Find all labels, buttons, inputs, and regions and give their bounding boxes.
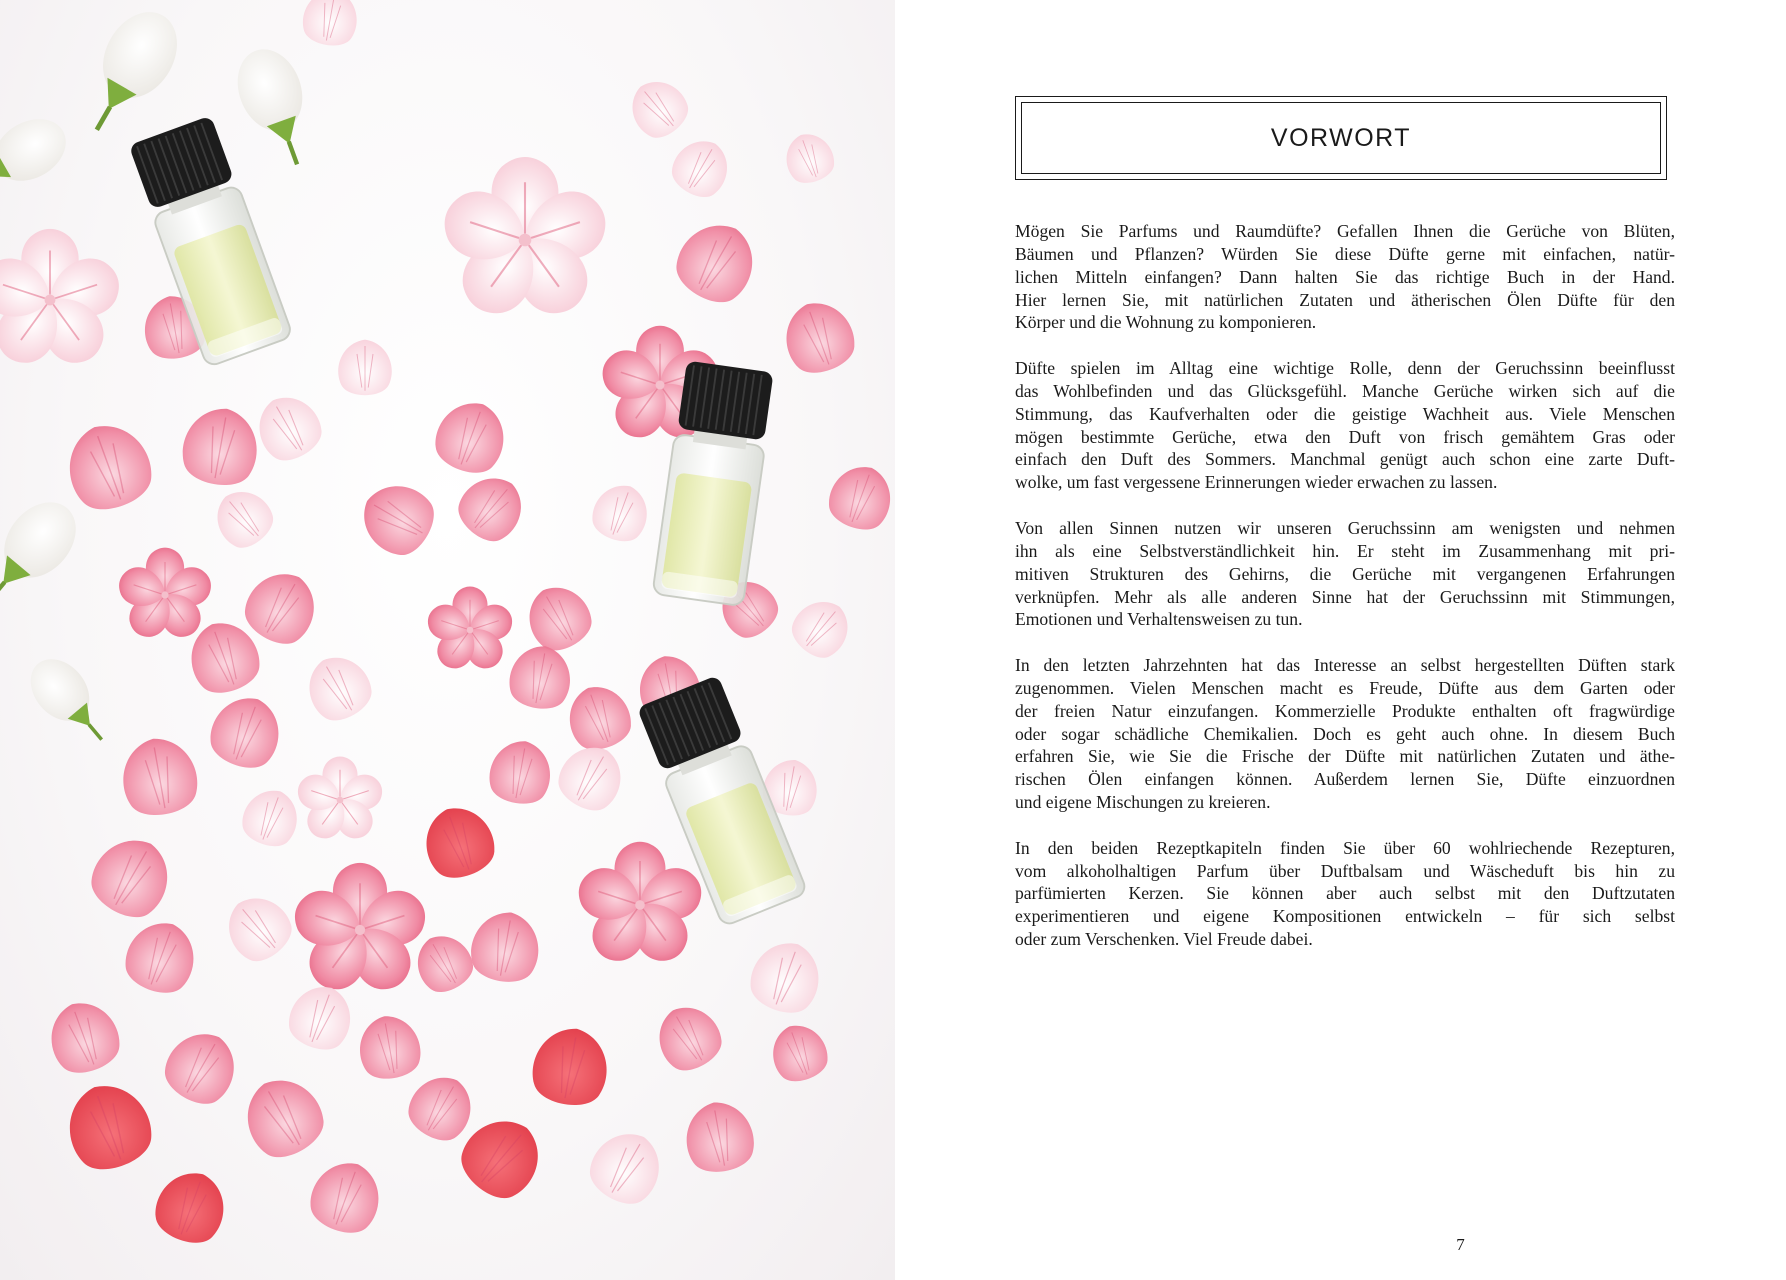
pink-blossom xyxy=(288,863,432,1000)
paragraph xyxy=(1015,220,1675,334)
text-line: Bäumen und Pflanzen? Würden Sie diese Düfte gerne mit einfachen, natür- xyxy=(1015,243,1675,264)
pale-blossom xyxy=(293,757,386,846)
petal xyxy=(303,1153,390,1241)
petal xyxy=(282,978,360,1057)
white-bud xyxy=(227,40,326,175)
petal xyxy=(647,995,730,1079)
white-bud xyxy=(19,648,121,756)
petal xyxy=(528,1022,614,1110)
paragraph xyxy=(1015,357,1675,494)
text-line: und eigene Mischungen zu kreieren. xyxy=(1015,792,1271,813)
petal xyxy=(41,993,128,1081)
petal xyxy=(297,645,380,729)
text-line: das Wohlbefinden und das Glücksgefühl. Manche Gerüche wirken sich auf die xyxy=(1015,380,1675,401)
petal xyxy=(155,1020,248,1114)
white-bud xyxy=(0,107,77,210)
petal xyxy=(205,479,282,556)
petal xyxy=(680,1097,758,1177)
text-line: In den beiden Rezeptkapiteln finden Sie über 60 wohlriechende Rezepturen, xyxy=(1015,837,1675,858)
bottle-cap xyxy=(678,361,774,441)
pink-blossom xyxy=(114,548,216,645)
petal xyxy=(517,575,600,659)
text-line: ihn als eine Selbstverständlichkeit hin. Er steht im Zusammenhang mit pri- xyxy=(1015,540,1675,561)
text-line: Düfte spielen im Alltag eine wichtige Rolle, denn der Geruchssinn beeinflusst xyxy=(1015,358,1675,379)
paragraph xyxy=(1015,837,1675,951)
petal xyxy=(354,1011,424,1083)
petal xyxy=(407,925,481,1000)
petal xyxy=(550,735,633,819)
text-line: Mögen Sie Parfums und Raumdüfte? Gefallen Ihnen die Gerüche von Blüten, xyxy=(1015,221,1675,241)
petal xyxy=(236,782,305,853)
petal xyxy=(57,413,161,519)
text-line: Hier lernen Sie, mit natürlichen Zutaten und ätherischen Ölen Düfte für den xyxy=(1015,289,1675,310)
text-line: oder sogar schädliche Chemikalien. Doch es geht auch ohne. In diesem Buch xyxy=(1015,723,1675,744)
petal xyxy=(118,913,205,1001)
page-title: VORWORT xyxy=(1270,123,1412,152)
petal xyxy=(81,825,183,928)
petal xyxy=(428,393,515,481)
petal xyxy=(467,907,545,987)
petal xyxy=(148,1163,235,1251)
petal xyxy=(116,732,202,820)
pink-blossom xyxy=(423,587,516,676)
paragraph xyxy=(1015,517,1675,631)
white-bud xyxy=(0,488,90,620)
petal xyxy=(586,477,655,548)
petal xyxy=(743,933,830,1021)
text-line: einfach den Duft des Sommers. Manchmal genügt auch schon eine zarte Duft- xyxy=(1015,449,1675,470)
text-line: Emotionen und Verhaltensweisen zu tun. xyxy=(1015,609,1303,630)
petal xyxy=(400,1065,483,1149)
page-number: 7 xyxy=(1456,1235,1465,1254)
paragraph xyxy=(1015,654,1675,814)
petal xyxy=(580,1120,673,1214)
text-line: verknüpfen. Mehr als alle anderen Sinne hat der Geruchssinn mit Stimmungen, xyxy=(1015,586,1675,607)
pale-blossom xyxy=(436,157,614,327)
petal xyxy=(215,884,301,971)
white-bud xyxy=(68,0,192,147)
petal xyxy=(764,1017,833,1088)
text-line: mitiven Strukturen des Gehirns, die Gerüche mit vergangenen Erfahrungen xyxy=(1015,563,1675,584)
petal xyxy=(247,385,330,469)
petal xyxy=(350,472,444,565)
pale-blossom xyxy=(0,229,126,374)
petal xyxy=(666,210,768,313)
petal xyxy=(822,458,895,537)
text-line: lichen Mitteln einfangen? Dann halten Sie das richtige Buch in der Hand. xyxy=(1015,266,1675,287)
petal xyxy=(664,130,738,205)
body-text xyxy=(1015,220,1675,974)
text-line: parfümierten Kerzen. Sie können aber auch selbst mit den Duftzutaten xyxy=(1015,883,1675,904)
petal xyxy=(232,1065,334,1168)
petal xyxy=(560,678,638,757)
petal xyxy=(178,402,264,490)
petal xyxy=(779,127,840,189)
petal xyxy=(776,293,863,381)
text-line: wolke, um fast vergessene Erinnerungen wieder erwachen zu lassen. xyxy=(1015,472,1498,493)
pink-blossom xyxy=(572,842,708,971)
petal xyxy=(783,589,860,666)
text-line: Körper und die Wohnung zu komponieren. xyxy=(1015,312,1317,333)
text-line: experimentieren und eigene Kompositionen entwickeln – für sich selbst xyxy=(1015,906,1675,927)
petal xyxy=(203,688,290,776)
text-line: vom alkoholhaltigen Parfum über Duftbalsam und Wäscheduft bis hin zu xyxy=(1015,860,1675,881)
petal xyxy=(299,0,361,49)
text-page xyxy=(895,0,1786,1280)
petal xyxy=(449,464,535,551)
petal xyxy=(57,1073,161,1179)
petal xyxy=(505,641,575,713)
text-line: erfahren Sie, wie Sie die Frische der Düfte mit natürlichen Zutaten und äthe- xyxy=(1015,746,1675,767)
petal xyxy=(485,736,555,808)
petal xyxy=(416,798,503,886)
petal xyxy=(620,69,697,146)
text-line: Stimmung, das Kaufverhalten oder die geistige Wachheit aus. Viele Menschen xyxy=(1015,403,1675,424)
title-frame-inner xyxy=(1021,102,1661,174)
petal xyxy=(338,340,392,396)
text-line: zugenommen. Vielen Menschen macht es Freude, Düfte aus dem Garten oder xyxy=(1015,677,1675,698)
text-line: Von allen Sinnen nutzen wir unseren Geruchssinn am wenigsten und nehmen xyxy=(1015,517,1675,538)
text-line: oder zum Verschenken. Viel Freude dabei. xyxy=(1015,929,1313,950)
text-line: In den letzten Jahrzehnten hat das Interesse an selbst hergestellten Düften stark xyxy=(1015,655,1675,676)
text-line: mögen bestimmte Gerüche, etwa den Duft von frisch gemähtem Gras oder xyxy=(1015,426,1675,447)
text-line: der freien Natur einzufangen. Kommerzielle Produkte enthalten oft fragwürdige xyxy=(1015,700,1675,721)
text-line: rischen Ölen einfangen können. Außerdem lernen Sie, Düfte einzuordnen xyxy=(1015,769,1675,790)
title-frame xyxy=(1015,96,1667,180)
